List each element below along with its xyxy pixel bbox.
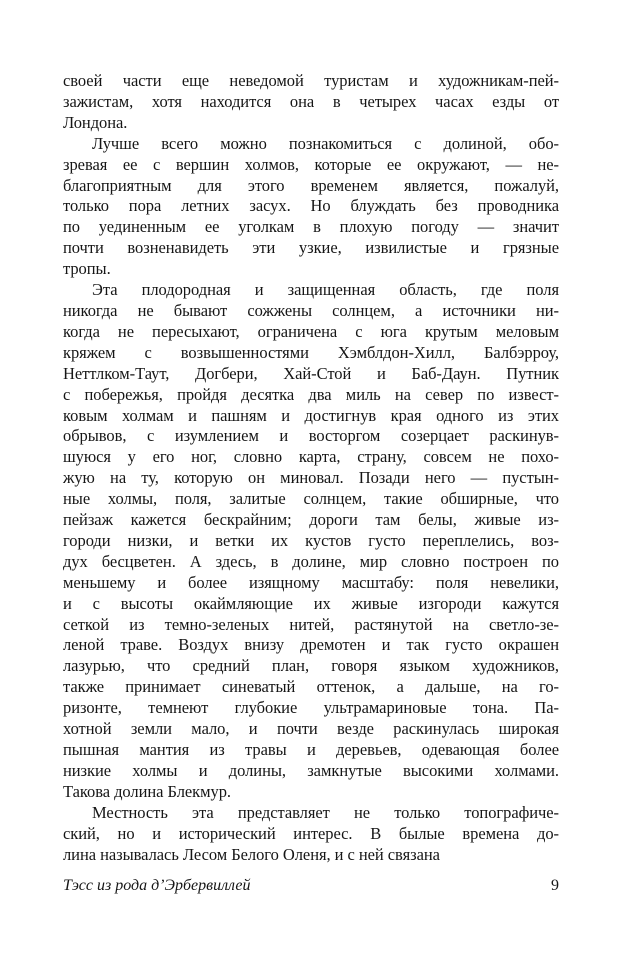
text-line: пейзаж кажется бескрайним; дороги там белы, живые из-: [63, 510, 559, 530]
paragraph: [63, 71, 559, 134]
running-title: Тэсс из рода д’Эрбервиллей: [63, 877, 251, 894]
text-line: и с высоты окаймляющие их живые изгороди кажутся: [63, 593, 559, 613]
text-line: лазурью, что средний план, говоря языком художников,: [63, 656, 559, 676]
text-line: ковым холмам и пашням и достигнув края одного из этих: [63, 405, 559, 425]
text-line: когда не пересыхают, ограничена с юга крутым меловым: [63, 321, 559, 341]
text-line: тропы.: [63, 259, 111, 279]
text-line: дух бесцветен. А здесь, в долине, мир словно построен по: [63, 551, 559, 571]
text-line: шуюся у его ног, словно карта, страну, совсем не похо-: [63, 447, 559, 467]
text-line: зревая ее с вершин холмов, которые ее окружают, — не-: [63, 154, 559, 174]
text-line: почти возненавидеть эти узкие, извилистые и грязные: [63, 238, 559, 258]
text-line: жую на ту, которую он миновал. Позади него — пустын-: [63, 468, 559, 488]
text-line: с побережья, пройдя десятка два миль на север по извест-: [63, 384, 559, 404]
text-line: благоприятным для этого временем является, пожалуй,: [63, 175, 559, 195]
text-line: меньшему и более изящному масштабу: поля невелики,: [63, 572, 559, 592]
text-line: сеткой из темно-зеленых нитей, растянутой на светло-зе-: [63, 614, 559, 634]
text-line: только пора летних засух. Но блуждать без проводника: [63, 196, 559, 216]
paragraph: [63, 803, 559, 866]
text-line: также принимает синеватый оттенок, а дальше, на го-: [63, 677, 559, 697]
text-line: Эта плодородная и защищенная область, где поля: [92, 280, 559, 300]
text-line: ные холмы, поля, залитые солнцем, такие обширные, что: [63, 489, 559, 509]
text-line: пышная мантия из травы и деревьев, одевающая более: [63, 740, 559, 759]
text-line: по уединенным ее уголкам в плохую погоду — значит: [63, 217, 559, 237]
text-line: обрывов, с изумлением и восторгом созерцает раскинув-: [63, 426, 559, 446]
text-line: лина называлась Лесом Белого Оленя, и с ней связана: [63, 844, 440, 864]
text-line: Местность эта представляет не только топографиче-: [92, 802, 559, 822]
text-line: низкие холмы и долины, замкнутые высокими холмами.: [63, 760, 559, 780]
page-number: 9: [551, 877, 559, 894]
page-footer: [63, 877, 559, 895]
text-line: кряжем с возвышенностями Хэмблдон-Хилл, Балбэрроу,: [63, 342, 559, 362]
text-line: никогда не бывают сожжены солнцем, а источники ни-: [63, 300, 559, 320]
text-line: Лондона.: [63, 112, 128, 132]
text-line: своей части еще неведомой туристам и художникам-пей-: [63, 71, 559, 90]
text-line: Такова долина Блекмур.: [63, 781, 232, 801]
paragraph: [63, 134, 559, 280]
text-line: зажистам, хотя находится она в четырех часах езды от: [63, 91, 559, 111]
text-line: леной траве. Воздух внизу дремотен и так густо окрашен: [63, 635, 559, 655]
text-line: Неттлком-Таут, Догбери, Хай-Стой и Баб-Даун. Путник: [63, 363, 559, 383]
text-line: хотной земли мало, и почти везде раскинулась широкая: [63, 719, 559, 739]
text-line: ризонте, темнеют глубокие ультрамариновые тона. Па-: [63, 698, 559, 718]
page-text: [63, 71, 559, 865]
paragraph: [63, 280, 559, 803]
text-line: ский, но и исторический интерес. В былые времена до-: [63, 823, 559, 843]
text-line: Лучше всего можно познакомиться с долиной, обо-: [92, 133, 559, 153]
text-line: городи низки, и ветки их кустов густо переплелись, воз-: [63, 530, 559, 550]
